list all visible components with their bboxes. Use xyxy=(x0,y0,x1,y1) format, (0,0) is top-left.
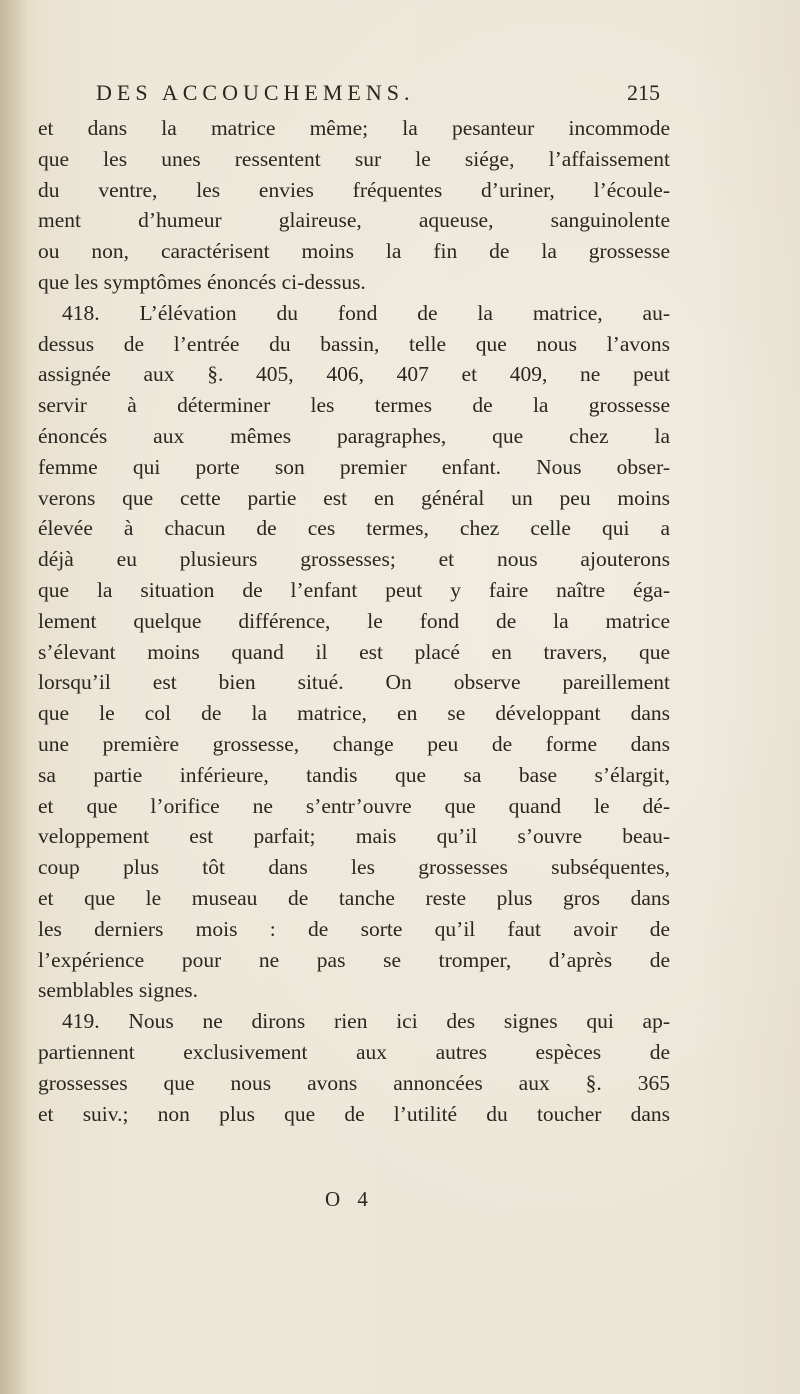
text-line: dessus de l’entrée du bassin, telle que nous l’avons xyxy=(38,331,670,356)
text-line: coup plus tôt dans les grossesses subséquentes, xyxy=(38,855,670,880)
paragraph-418-start: 418. L’élévation du fond de la matrice, au- xyxy=(62,300,670,325)
text-line: et que le museau de tanche reste plus gros dans xyxy=(38,885,670,910)
text-line: et suiv.; non plus que de l’utilité du toucher dans xyxy=(38,1101,670,1126)
text-line: lorsqu’il est bien situé. On observe pareillement xyxy=(38,670,670,695)
text-line: semblables signes. xyxy=(38,978,199,1003)
running-head xyxy=(96,80,660,112)
text-line: ment d’humeur glaireuse, aqueuse, sanguinolente xyxy=(38,208,670,233)
text-line: assignée aux §. 405, 406, 407 et 409, ne peut xyxy=(38,362,670,387)
text-line: veloppement est parfait; mais qu’il s’ouvre beau- xyxy=(38,824,670,849)
paragraph-419-start: 419. Nous ne dirons rien ici des signes qui ap- xyxy=(62,1009,670,1034)
text-line: et dans la matrice même; la pesanteur incommode xyxy=(38,116,670,140)
text-line: femme qui porte son premier enfant. Nous obser- xyxy=(38,454,670,479)
text-line: du ventre, les envies fréquentes d’uriner, l’écoule- xyxy=(38,177,670,202)
running-title: DES ACCOUCHEMENS. xyxy=(96,80,415,105)
text-line: que les unes ressentent sur le siége, l’affaissement xyxy=(38,146,670,171)
text-line: ou non, caractérisent moins la fin de la grossesse xyxy=(38,239,670,264)
text-line: que la situation de l’enfant peut y faire naître éga- xyxy=(38,577,670,602)
text-line: grossesses que nous avons annoncées aux §. 365 xyxy=(38,1070,670,1095)
text-line: que le col de la matrice, en se développant dans xyxy=(38,701,670,726)
text-line: et que l’orifice ne s’entr’ouvre que quand le dé- xyxy=(38,793,670,818)
text-line: déjà eu plusieurs grossesses; et nous ajouterons xyxy=(38,547,670,572)
text-line: les derniers mois : de sorte qu’il faut avoir de xyxy=(38,916,670,941)
text-line: l’expérience pour ne pas se tromper, d’après de xyxy=(38,947,670,972)
text-line: lement quelque différence, le fond de la matrice xyxy=(38,608,670,633)
text-line: énoncés aux mêmes paragraphes, que chez la xyxy=(38,423,670,448)
text-line: sa partie inférieure, tandis que sa base s’élargit, xyxy=(38,762,670,787)
signature-mark: O 4 xyxy=(325,1187,374,1211)
body-text xyxy=(38,113,670,1129)
text-line: servir à déterminer les termes de la grossesse xyxy=(38,393,670,418)
text-line: élevée à chacun de ces termes, chez celle qui a xyxy=(38,516,670,541)
text-line: une première grossesse, change peu de forme dans xyxy=(38,731,670,756)
page-number: 215 xyxy=(627,80,660,105)
text-line: verons que cette partie est en général un peu moins xyxy=(38,485,670,510)
text-line: s’élevant moins quand il est placé en travers, que xyxy=(38,639,670,664)
spine-shadow xyxy=(0,0,28,1394)
text-line: partiennent exclusivement aux autres espèces de xyxy=(38,1039,670,1064)
text-line: que les symptômes énoncés ci-dessus. xyxy=(38,269,366,294)
